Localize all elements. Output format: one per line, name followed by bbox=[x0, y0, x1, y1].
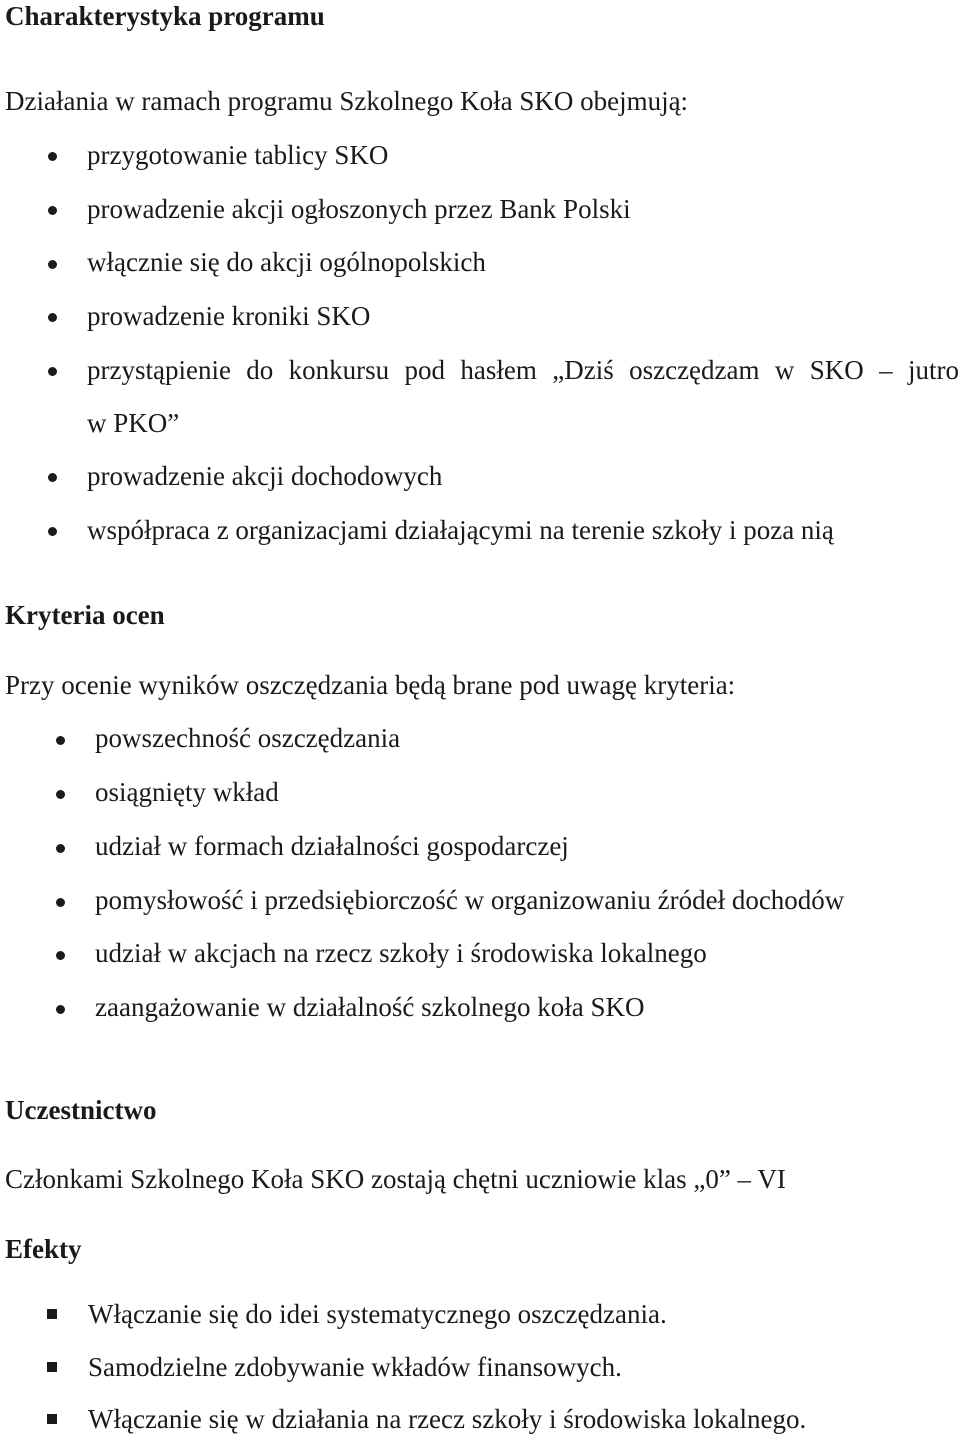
bullet-dot-icon bbox=[48, 313, 57, 322]
list-item: przystąpienie do konkursu pod hasłem „Dziś oszczędzam w SKO – jutro bbox=[87, 355, 959, 385]
bullet-dot-icon bbox=[56, 951, 65, 960]
bullet-dot-icon bbox=[56, 790, 65, 799]
list-item: Włączanie się w działania na rzecz szkoły i środowiska lokalnego. bbox=[88, 1404, 807, 1434]
list-item: pomysłowość i przedsiębiorczość w organizowaniu źródeł dochodów bbox=[95, 885, 845, 915]
section-heading-program: Charakterystyka programu bbox=[5, 1, 325, 31]
bullet-dot-icon bbox=[48, 206, 57, 215]
bullet-dot-icon bbox=[56, 844, 65, 853]
bullet-dot-icon bbox=[48, 260, 57, 269]
section-intro-program: Działania w ramach programu Szkolnego Koła SKO obejmują: bbox=[5, 86, 689, 116]
list-item: Samodzielne zdobywanie wkładów finansowych. bbox=[88, 1352, 622, 1382]
list-item: osiągnięty wkład bbox=[95, 777, 279, 807]
list-item: powszechność oszczędzania bbox=[95, 723, 401, 753]
section-text-participation: Członkami Szkolnego Koła SKO zostają chętni uczniowie klas „0” – VI bbox=[5, 1164, 786, 1194]
list-item: prowadzenie kroniki SKO bbox=[87, 301, 371, 331]
section-heading-criteria: Kryteria ocen bbox=[5, 600, 165, 630]
bullet-dot-icon bbox=[48, 527, 57, 536]
bullet-square-icon bbox=[47, 1309, 57, 1319]
bullet-dot-icon bbox=[48, 367, 57, 376]
bullet-dot-icon bbox=[56, 898, 65, 907]
list-item: udział w formach działalności gospodarczej bbox=[95, 831, 569, 861]
section-heading-participation: Uczestnictwo bbox=[5, 1095, 157, 1125]
bullet-square-icon bbox=[47, 1414, 57, 1424]
section-intro-criteria: Przy ocenie wyników oszczędzania będą brane pod uwagę kryteria: bbox=[5, 670, 736, 700]
bullet-dot-icon bbox=[48, 473, 57, 482]
bullet-dot-icon bbox=[56, 1005, 65, 1014]
list-item: włącznie się do akcji ogólnopolskich bbox=[87, 247, 486, 277]
list-item-continuation: w PKO” bbox=[87, 408, 180, 438]
list-item: przygotowanie tablicy SKO bbox=[87, 140, 389, 170]
list-item: prowadzenie akcji ogłoszonych przez Bank Polski bbox=[87, 194, 631, 224]
list-item: Włączanie się do idei systematycznego oszczędzania. bbox=[88, 1299, 667, 1329]
list-item: udział w akcjach na rzecz szkoły i środowiska lokalnego bbox=[95, 938, 707, 968]
list-item: zaangażowanie w działalność szkolnego koła SKO bbox=[95, 992, 645, 1022]
section-heading-effects: Efekty bbox=[5, 1234, 82, 1264]
bullet-square-icon bbox=[47, 1362, 57, 1372]
list-item: współpraca z organizacjami działającymi na terenie szkoły i poza nią bbox=[87, 515, 834, 545]
bullet-dot-icon bbox=[56, 736, 65, 745]
list-item: prowadzenie akcji dochodowych bbox=[87, 461, 443, 491]
bullet-dot-icon bbox=[48, 152, 57, 161]
